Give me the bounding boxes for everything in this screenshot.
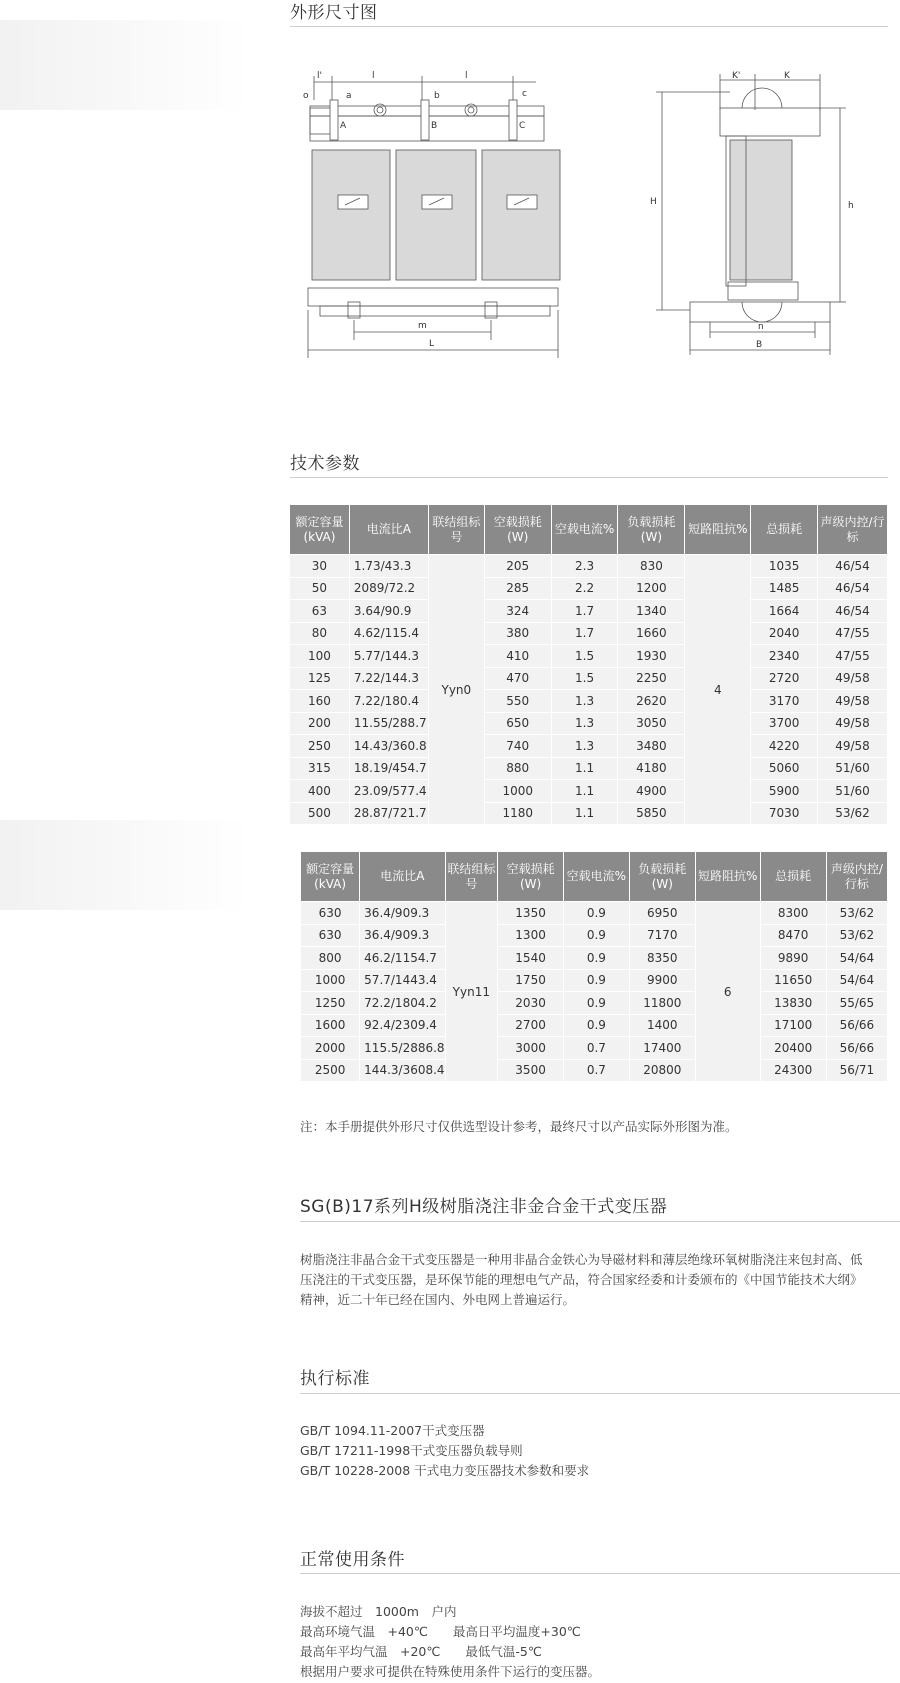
table-cell: 56/66 — [826, 1037, 887, 1060]
dim-label: h — [848, 201, 854, 211]
table-row — [290, 802, 888, 825]
table-cell: 0.9 — [564, 1014, 630, 1037]
table-cell: 8470 — [760, 924, 826, 947]
table-row — [301, 992, 888, 1015]
col-header: 额定容量(kVA) — [290, 505, 350, 555]
table-cell: 23.09/577.4 — [349, 780, 428, 803]
table-cell: 3500 — [498, 1059, 564, 1082]
table-cell: 3.64/90.9 — [349, 600, 428, 623]
condition-item: 最高年平均气温 +20℃ 最低气温-5℃ — [300, 1644, 542, 1659]
table-cell: 1.7 — [551, 600, 618, 623]
table-cell: 1.1 — [551, 780, 618, 803]
table-cell: 4 — [685, 555, 751, 825]
table-cell: 1400 — [629, 1014, 695, 1037]
section-title-standards: 执行标准 — [300, 1369, 370, 1389]
table-cell: 2040 — [751, 622, 818, 645]
table-row — [290, 600, 888, 623]
col-header: 空载电流% — [564, 852, 630, 902]
table-cell: 20800 — [629, 1059, 695, 1082]
table-cell: 315 — [290, 757, 350, 780]
dim-label: K — [784, 71, 790, 81]
col-header: 负载损耗(W) — [618, 505, 685, 555]
table-cell: 1660 — [618, 622, 685, 645]
table-cell: 1.3 — [551, 712, 618, 735]
table-cell: 880 — [484, 757, 551, 780]
table-cell: 53/62 — [826, 902, 887, 925]
product-description — [300, 1250, 863, 1310]
table-cell: 200 — [290, 712, 350, 735]
table-cell: 550 — [484, 690, 551, 713]
table-cell: 1600 — [301, 1014, 360, 1037]
table-cell: 2030 — [498, 992, 564, 1015]
table-cell: 1300 — [498, 924, 564, 947]
dim-label: l — [372, 71, 375, 81]
table-row — [290, 577, 888, 600]
table-cell: 2720 — [751, 667, 818, 690]
col-header: 电流比A — [360, 852, 445, 902]
table-cell: 36.4/909.3 — [360, 902, 445, 925]
table-cell: 49/58 — [818, 712, 888, 735]
table-cell: 18.19/454.7 — [349, 757, 428, 780]
table-cell: 3050 — [618, 712, 685, 735]
table-cell: 13830 — [760, 992, 826, 1015]
table-cell: 2500 — [301, 1059, 360, 1082]
table-cell: 2700 — [498, 1014, 564, 1037]
standards-list — [300, 1421, 589, 1481]
table-cell: 3000 — [498, 1037, 564, 1060]
table-cell: 7.22/180.4 — [349, 690, 428, 713]
table-row — [290, 645, 888, 668]
description-line: 精神，近二十年已经在国内、外电网上普遍运行。 — [300, 1292, 576, 1307]
table-cell: 470 — [484, 667, 551, 690]
table-header-row — [290, 505, 888, 555]
table-cell: 4220 — [751, 735, 818, 758]
table-cell: 115.5/2886.8 — [360, 1037, 445, 1060]
table-row — [290, 667, 888, 690]
table-cell: 100 — [290, 645, 350, 668]
table-row — [290, 555, 888, 578]
phase-label: C — [519, 121, 526, 131]
dim-label: m — [418, 321, 427, 331]
phase-label: B — [431, 121, 438, 131]
condition-item: 最高环境气温 +40℃ 最高日平均温度+30℃ — [300, 1624, 581, 1639]
table-cell: 0.9 — [564, 992, 630, 1015]
table-cell: 54/64 — [826, 947, 887, 970]
table-cell: 46/54 — [818, 555, 888, 578]
table-cell: 47/55 — [818, 622, 888, 645]
table-cell: 0.9 — [564, 902, 630, 925]
dim-label: a — [346, 91, 352, 101]
table-cell: 17100 — [760, 1014, 826, 1037]
table-cell: 11650 — [760, 969, 826, 992]
table-cell: 4.62/115.4 — [349, 622, 428, 645]
table-cell: 2.2 — [551, 577, 618, 600]
col-header: 声级内控/行标 — [818, 505, 888, 555]
table-row — [301, 1037, 888, 1060]
section-title-tech-params: 技术参数 — [290, 454, 360, 474]
col-header: 短路阻抗% — [695, 852, 760, 902]
table-cell: 6 — [695, 902, 760, 1082]
standard-item: GB/T 10228-2008 干式电力变压器技术参数和要求 — [300, 1463, 590, 1478]
standard-item: GB/T 1094.11-2007干式变压器 — [300, 1423, 485, 1438]
table-cell: 1540 — [498, 947, 564, 970]
table-cell: 1180 — [484, 802, 551, 825]
dim-label: B — [756, 340, 763, 350]
table-cell: 1000 — [301, 969, 360, 992]
section-divider — [290, 26, 888, 27]
table-cell: 1035 — [751, 555, 818, 578]
col-header: 总损耗 — [751, 505, 818, 555]
table-cell: 630 — [301, 902, 360, 925]
dim-label: K' — [732, 71, 741, 81]
table-cell: 53/62 — [826, 924, 887, 947]
table-cell: 630 — [301, 924, 360, 947]
table-cell: 5.77/144.3 — [349, 645, 428, 668]
table-cell: 20400 — [760, 1037, 826, 1060]
dim-label: n — [758, 322, 764, 332]
table-cell: 7030 — [751, 802, 818, 825]
table-cell: 0.9 — [564, 924, 630, 947]
table-cell: 410 — [484, 645, 551, 668]
table-cell: 125 — [290, 667, 350, 690]
table-cell: 1000 — [484, 780, 551, 803]
table-row — [290, 735, 888, 758]
table-cell: 1750 — [498, 969, 564, 992]
dim-label: H — [650, 197, 657, 207]
table-cell: 0.9 — [564, 969, 630, 992]
col-header: 联结组标号 — [445, 852, 498, 902]
table-cell: 1.73/43.3 — [349, 555, 428, 578]
table-cell: 8300 — [760, 902, 826, 925]
table-cell: Yyn11 — [445, 902, 498, 1082]
section-divider — [300, 1573, 900, 1574]
table-row — [301, 1014, 888, 1037]
table-cell: 1.7 — [551, 622, 618, 645]
table-cell: 1250 — [301, 992, 360, 1015]
col-header: 联结组标号 — [428, 505, 484, 555]
table-cell: 72.2/1804.2 — [360, 992, 445, 1015]
standard-item: GB/T 17211-1998干式变压器负载导则 — [300, 1443, 523, 1458]
table-row — [290, 690, 888, 713]
table-row — [301, 1059, 888, 1082]
table-cell: 11.55/288.7 — [349, 712, 428, 735]
phase-label: A — [340, 121, 347, 131]
table-cell: 2340 — [751, 645, 818, 668]
table-cell: 3480 — [618, 735, 685, 758]
table-cell: 5060 — [751, 757, 818, 780]
table-cell: 50 — [290, 577, 350, 600]
table-cell: 2.3 — [551, 555, 618, 578]
table-cell: 92.4/2309.4 — [360, 1014, 445, 1037]
spec-table-yyn11 — [300, 851, 888, 1082]
table-cell: 0.7 — [564, 1037, 630, 1060]
table-row — [290, 712, 888, 735]
table-row — [301, 969, 888, 992]
table-row — [290, 622, 888, 645]
table-cell: 51/60 — [818, 780, 888, 803]
table-row — [301, 902, 888, 925]
table-cell: 1930 — [618, 645, 685, 668]
dim-label: c — [522, 89, 527, 99]
table-cell: 51/60 — [818, 757, 888, 780]
description-line: 压浇注的干式变压器，是环保节能的理想电气产品，符合国家经委和计委颁布的《中国节能技术大纲》 — [300, 1272, 863, 1287]
table-cell: 30 — [290, 555, 350, 578]
table-cell: 80 — [290, 622, 350, 645]
table-cell: 9890 — [760, 947, 826, 970]
section-divider — [300, 1221, 900, 1222]
table-cell: 49/58 — [818, 690, 888, 713]
table-cell: 285 — [484, 577, 551, 600]
table-cell: 1485 — [751, 577, 818, 600]
section-title-product: SG(B)17系列H级树脂浇注非金合金干式变压器 — [300, 1197, 668, 1217]
table-cell: 1.1 — [551, 757, 618, 780]
table-cell: 46/54 — [818, 600, 888, 623]
table-row — [290, 757, 888, 780]
table-cell: 63 — [290, 600, 350, 623]
col-header: 空载损耗(W) — [484, 505, 551, 555]
table-cell: 4180 — [618, 757, 685, 780]
table-body — [290, 555, 888, 825]
table-cell: 17400 — [629, 1037, 695, 1060]
table-cell: 1340 — [618, 600, 685, 623]
table-cell: 46.2/1154.7 — [360, 947, 445, 970]
table-cell: 55/65 — [826, 992, 887, 1015]
table-cell: 49/58 — [818, 735, 888, 758]
table-cell: 28.87/721.7 — [349, 802, 428, 825]
dim-label: l' — [317, 71, 322, 81]
watermark-smudge — [0, 820, 250, 910]
table-cell: 9900 — [629, 969, 695, 992]
table-cell: Yyn0 — [428, 555, 484, 825]
watermark-smudge — [0, 20, 250, 110]
table-cell: 46/54 — [818, 577, 888, 600]
table-cell: 2000 — [301, 1037, 360, 1060]
side-view-drawing — [650, 70, 870, 390]
section-title-conditions: 正常使用条件 — [300, 1550, 405, 1570]
front-view-drawing — [300, 70, 600, 390]
table-cell: 8350 — [629, 947, 695, 970]
table-cell: 2089/72.2 — [349, 577, 428, 600]
table-cell: 57.7/1443.4 — [360, 969, 445, 992]
dim-label: L — [429, 339, 435, 349]
col-header: 额定容量(kVA) — [301, 852, 360, 902]
table-cell: 2250 — [618, 667, 685, 690]
note-text: 注：本手册提供外形尺寸仅供选型设计参考，最终尺寸以产品实际外形图为准。 — [300, 1119, 738, 1134]
table-cell: 6950 — [629, 902, 695, 925]
table-row — [290, 780, 888, 803]
table-cell: 56/71 — [826, 1059, 887, 1082]
table-cell: 1664 — [751, 600, 818, 623]
table-cell: 1200 — [618, 577, 685, 600]
table-body — [301, 902, 888, 1082]
section-divider — [290, 477, 888, 478]
table-cell: 36.4/909.3 — [360, 924, 445, 947]
table-cell: 400 — [290, 780, 350, 803]
table-row — [301, 924, 888, 947]
table-cell: 1350 — [498, 902, 564, 925]
table-cell: 3170 — [751, 690, 818, 713]
table-cell: 1.1 — [551, 802, 618, 825]
table-cell: 5850 — [618, 802, 685, 825]
dim-label: l — [465, 71, 468, 81]
table-cell: 7.22/144.3 — [349, 667, 428, 690]
dim-label: o — [303, 91, 309, 101]
col-header: 负载损耗(W) — [629, 852, 695, 902]
table-cell: 0.7 — [564, 1059, 630, 1082]
table-cell: 500 — [290, 802, 350, 825]
table-cell: 4900 — [618, 780, 685, 803]
table-header-row — [301, 852, 888, 902]
table-cell: 0.9 — [564, 947, 630, 970]
table-cell: 3700 — [751, 712, 818, 735]
dim-label: b — [434, 91, 440, 101]
table-cell: 5900 — [751, 780, 818, 803]
table-cell: 53/62 — [818, 802, 888, 825]
table-cell: 650 — [484, 712, 551, 735]
table-cell: 740 — [484, 735, 551, 758]
table-cell: 11800 — [629, 992, 695, 1015]
col-header: 电流比A — [349, 505, 428, 555]
table-cell: 24300 — [760, 1059, 826, 1082]
table-cell: 1.3 — [551, 735, 618, 758]
table-cell: 1.5 — [551, 667, 618, 690]
condition-item: 海拔不超过 1000m 户内 — [300, 1604, 457, 1619]
table-cell: 54/64 — [826, 969, 887, 992]
spec-table-yyn0 — [289, 504, 888, 825]
description-line: 树脂浇注非晶合金干式变压器是一种用非晶合金铁心为导磁材料和薄层绝缘环氧树脂浇注来包封高、低 — [300, 1252, 863, 1267]
table-cell: 144.3/3608.4 — [360, 1059, 445, 1082]
table-cell: 7170 — [629, 924, 695, 947]
col-header: 声级内控/行标 — [826, 852, 887, 902]
table-row — [301, 947, 888, 970]
table-cell: 830 — [618, 555, 685, 578]
condition-item: 根据用户要求可提供在特殊使用条件下运行的变压器。 — [300, 1664, 601, 1679]
col-header: 总损耗 — [760, 852, 826, 902]
col-header: 空载电流% — [551, 505, 618, 555]
col-header: 短路阻抗% — [685, 505, 751, 555]
section-divider — [300, 1393, 900, 1394]
table-cell: 1.3 — [551, 690, 618, 713]
table-cell: 250 — [290, 735, 350, 758]
table-cell: 160 — [290, 690, 350, 713]
table-cell: 380 — [484, 622, 551, 645]
col-header: 空载损耗(W) — [498, 852, 564, 902]
table-cell: 56/66 — [826, 1014, 887, 1037]
table-cell: 324 — [484, 600, 551, 623]
section-title-dimensions: 外形尺寸图 — [290, 3, 378, 23]
table-cell: 205 — [484, 555, 551, 578]
table-cell: 14.43/360.8 — [349, 735, 428, 758]
table-cell: 47/55 — [818, 645, 888, 668]
conditions-list — [300, 1602, 600, 1682]
table-cell: 800 — [301, 947, 360, 970]
table-cell: 2620 — [618, 690, 685, 713]
table-cell: 49/58 — [818, 667, 888, 690]
table-cell: 1.5 — [551, 645, 618, 668]
